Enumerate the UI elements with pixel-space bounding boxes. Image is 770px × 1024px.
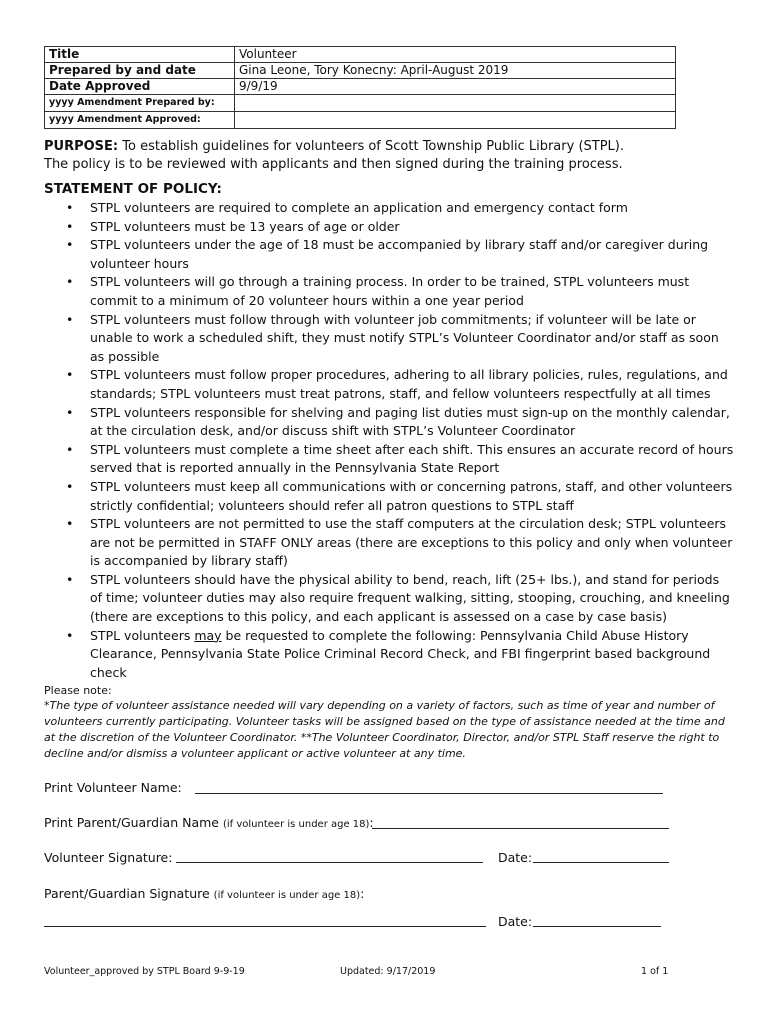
policy-item-text: STPL volunteers are not permitted to use the staff computers at the circulation desk; STPL volunteers are not be permitted in STAFF ONLY areas (there are exceptions to this policy and only when volunteer is accompanied by library staff) [90, 516, 733, 569]
title-label: Title [45, 47, 235, 63]
policy-item-text: STPL volunteers must follow proper procedures, adhering to all library policies, rules, regulations, and standards; STPL volunteers must treat patrons, staff, and fellow volunteers respectfully at all times [90, 367, 728, 401]
bullet-icon: • [66, 441, 74, 457]
guardian-name-note: (if volunteer is under age 18) [222, 819, 370, 830]
list-item [44, 199, 734, 218]
bullet-icon: • [66, 627, 74, 643]
footer-left: Volunteer_approved by STPL Board 9-9-19 [44, 966, 245, 977]
amendment-approved-value [235, 112, 676, 129]
date-approved-label: Date Approved [45, 79, 235, 95]
purpose-line-2: The policy is to be reviewed with applicants and then signed during the training process. [44, 157, 623, 172]
policy-item-text: STPL volunteers [90, 627, 195, 643]
list-item [44, 236, 734, 273]
list-item [44, 311, 734, 367]
underlined-word: may [194, 627, 222, 643]
list-item [44, 478, 734, 515]
date-line-2[interactable] [533, 926, 661, 927]
note-text: *The type of volunteer assistance needed will vary depending on a variety of factors, such as time of year and number of volunteers currently participating. Volunteer tasks will be assigned based on the type of assistance needed at the time and at the discretion of the Volunteer Coordinator. **The Volunteer Coordinator, Director, and/or STPL Staff reserve the right to decline and/or dismiss a volunteer applicant or active volunteer at any time. [44, 699, 725, 760]
purpose-line-1 [44, 138, 734, 156]
bullet-icon: • [66, 404, 74, 420]
date-line-1[interactable] [533, 862, 669, 863]
date-label-1: Date: [498, 850, 533, 865]
volunteer-name-label: Print Volunteer Name: [44, 780, 182, 795]
title-value: Volunteer [235, 47, 676, 63]
guardian-name-label: Print Parent/Guardian Name [44, 815, 219, 830]
policy-item-text: STPL volunteers should have the physical ability to bend, reach, lift (25+ lbs.), and stand for periods of time; volunteer duties may also require frequent walking, sitting, stooping, crouching, and kneeling (there are exceptions to this policy, and each applicant is assessed on a case by case basis) [90, 571, 730, 625]
list-item [44, 273, 734, 310]
list-item [44, 571, 734, 627]
list-item [44, 441, 734, 478]
policy-item-text: STPL volunteers must be 13 years of age or older [90, 218, 400, 234]
bullet-icon: • [66, 516, 74, 532]
footer-center: Updated: 9/17/2019 [340, 966, 436, 977]
policy-item-text: STPL volunteers responsible for shelving and paging list duties must sign-up on the monthly calendar, at the circulation desk, and/or discuss shift with STPL’s Volunteer Coordinator [90, 404, 730, 439]
table-row [45, 47, 676, 63]
guardian-signature-note: (if volunteer is under age 18) [213, 890, 361, 901]
volunteer-name-line[interactable] [195, 793, 663, 794]
volunteer-signature-line[interactable] [176, 862, 483, 863]
list-item [44, 627, 734, 683]
list-item [44, 404, 734, 441]
footer-page-number: 1 of 1 [641, 966, 669, 977]
guardian-name-label-group [44, 815, 374, 830]
purpose-section [44, 138, 734, 174]
policy-item-text: STPL volunteers must complete a time sheet after each shift. This ensures an accurate record of hours served that is reported annually in the Pennsylvania State Report [90, 441, 734, 476]
purpose-text: To establish guidelines for volunteers of Scott Township Public Library (STPL). [122, 139, 624, 154]
prepared-by-value: Gina Leone, Tory Konecny: April-August 2019 [235, 63, 676, 79]
policy-heading: STATEMENT OF POLICY: [44, 181, 222, 197]
amendment-prepared-label: yyyy Amendment Prepared by: [45, 95, 235, 112]
volunteer-signature-label: Volunteer Signature: [44, 850, 173, 865]
list-item [44, 366, 734, 403]
bullet-icon: • [66, 478, 74, 494]
note-label: Please note: [44, 684, 112, 697]
amendment-prepared-value [235, 95, 676, 112]
bullet-icon: • [66, 571, 74, 587]
guardian-signature-line[interactable] [44, 926, 486, 927]
policy-item-text: STPL volunteers must follow through with volunteer job commitments; if volunteer will be late or unable to work a scheduled shift, they must notify STPL’s Volunteer Coordinator and/or staff as soon as possible [90, 311, 719, 364]
prepared-by-label: Prepared by and date [45, 63, 235, 79]
table-row [45, 112, 676, 129]
table-row [45, 63, 676, 79]
policy-item-text: STPL volunteers are required to complete an application and emergency contact form [90, 200, 628, 215]
guardian-name-line[interactable] [372, 828, 669, 829]
table-row [45, 79, 676, 95]
bullet-icon: • [66, 311, 74, 327]
amendment-approved-label: yyyy Amendment Approved: [45, 112, 235, 129]
date-label-2: Date: [498, 914, 533, 929]
policy-item-text: be requested to complete the following: Pennsylvania Child Abuse History Clearance, Pennsylvania State Police Criminal Record Check, and FBI fingerprint based background check [90, 627, 711, 680]
policy-header-table [44, 46, 676, 129]
bullet-icon: • [66, 218, 74, 234]
purpose-label: PURPOSE: [44, 139, 119, 154]
list-item [44, 515, 734, 571]
bullet-icon: • [66, 200, 74, 215]
guardian-name-colon: : [369, 815, 374, 830]
policy-item-text: STPL volunteers under the age of 18 must be accompanied by library staff and/or caregiver during volunteer hours [90, 237, 709, 271]
list-item [44, 218, 734, 237]
guardian-signature-label-group [44, 886, 364, 901]
bullet-icon: • [66, 274, 74, 290]
table-row [45, 95, 676, 112]
policy-item-text: STPL volunteers will go through a training process. In order to be trained, STPL volunteers must commit to a minimum of 20 volunteer hours within a one year period [90, 274, 690, 308]
bullet-icon: • [66, 367, 74, 383]
guardian-signature-label: Parent/Guardian Signature [44, 886, 210, 901]
guardian-signature-colon: : [360, 886, 365, 901]
bullet-icon: • [66, 237, 74, 253]
policy-list [44, 199, 734, 682]
policy-item-text: STPL volunteers must keep all communications with or concerning patrons, staff, and other volunteers strictly confidential; volunteers should refer all patron questions to STPL staff [90, 478, 733, 513]
date-approved-value: 9/9/19 [235, 79, 676, 95]
